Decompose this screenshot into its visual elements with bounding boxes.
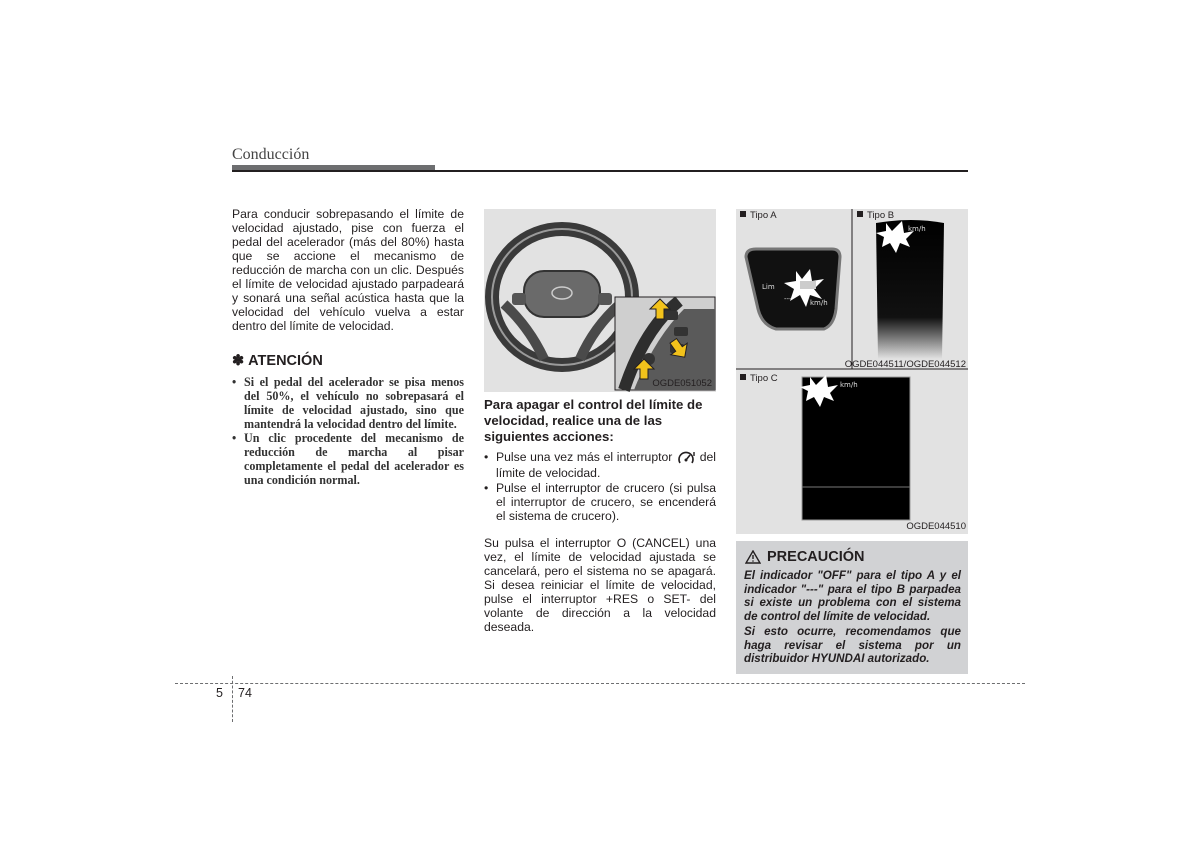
type-a-label: Tipo A <box>740 210 777 221</box>
cluster-display-figure <box>736 209 968 534</box>
attention-item: • Un clic procedente del mecanismo de reducción de marcha al pisar completamente el pedal del acelerador es una condición normal. <box>232 431 464 487</box>
steering-wheel-figure <box>484 209 716 392</box>
caution-body <box>744 569 961 668</box>
action-item <box>484 450 716 480</box>
attention-heading <box>232 353 464 369</box>
action-list <box>484 450 716 523</box>
display-unit: km/h <box>810 299 828 307</box>
attention-list <box>232 375 464 487</box>
caution-box <box>736 541 968 674</box>
type-b-label: Tipo B <box>857 210 894 221</box>
overspeed-paragraph: Para conducir sobrepasando el límite de velocidad ajustado, pise con fuerza el pedal del acelerador (más del 80%) hasta que se accione el mecanismo de reducción de marcha con un clic. Después el límite de velocidad ajustado parpadeará y sonará una señal acústica hasta que la velocidad del vehículo vuelva a estar dentro del límite de velocidad. <box>232 207 464 333</box>
page-number: 74 <box>238 686 252 700</box>
action-item: • Pulse el interruptor de crucero (si pulsa el interruptor de crucero, se encenderá el sistema de crucero). <box>484 481 716 523</box>
steering-wheel-illustration <box>484 209 716 392</box>
figure-code-c: OGDE044510 <box>906 521 966 532</box>
type-c-label: Tipo C <box>740 373 778 384</box>
footer-rule <box>175 683 1025 684</box>
display-lim: Lim <box>762 283 775 291</box>
caution-heading <box>745 549 864 565</box>
left-column <box>232 207 464 487</box>
asterisk-icon: ✽ <box>232 353 245 369</box>
display-value: --- <box>784 295 792 303</box>
display-unit-b: km/h <box>908 225 926 233</box>
action-text: del límite de velocidad. <box>496 450 716 480</box>
middle-column <box>484 397 716 634</box>
attention-item: • Si el pedal del acelerador se pisa menos del 50%, el vehículo no sobrepasará el límite de velocidad ajustado, sino que mantendrá la velocidad dentro del límite. <box>232 375 464 431</box>
action-text: Pulse una vez más el interruptor <box>496 450 673 465</box>
footer-divider <box>232 676 233 722</box>
figure-code-ab: OGDE044511/OGDE044512 <box>844 359 966 370</box>
cluster-display-illustration <box>736 209 968 534</box>
speed-limit-switch-icon <box>676 450 696 466</box>
page-header-title: Conducción <box>232 146 310 163</box>
cancel-paragraph: Su pulsa el interruptor O (CANCEL) una vez, el límite de velocidad ajustada se cancelará, pero el sistema no se apagará. Si desea reiniciar el límite de velocidad, pulse el interruptor +RES o SET- del volante de dirección a la velocidad deseada. <box>484 536 716 634</box>
caution-paragraph: Si esto ocurre, recomendamos que haga revisar el sistema por un distribuidor HYUNDAI autorizado. <box>744 625 961 665</box>
warning-triangle-icon <box>745 550 761 564</box>
header-rule <box>232 170 968 172</box>
display-unit-c: km/h <box>840 381 858 389</box>
figure-code: OGDE051052 <box>652 378 712 389</box>
attention-title: ATENCIÓN <box>248 353 323 369</box>
caution-paragraph: El indicador "OFF" para el tipo A y el indicador "---" para el tipo B parpadea si existe un problema con el sistema de control del límite de velocidad. <box>744 569 961 623</box>
caution-title: PRECAUCIÓN <box>767 549 865 565</box>
section-number: 5 <box>216 686 223 700</box>
section-heading: Para apagar el control del límite de velocidad, realice una de las siguientes acciones: <box>484 397 703 444</box>
